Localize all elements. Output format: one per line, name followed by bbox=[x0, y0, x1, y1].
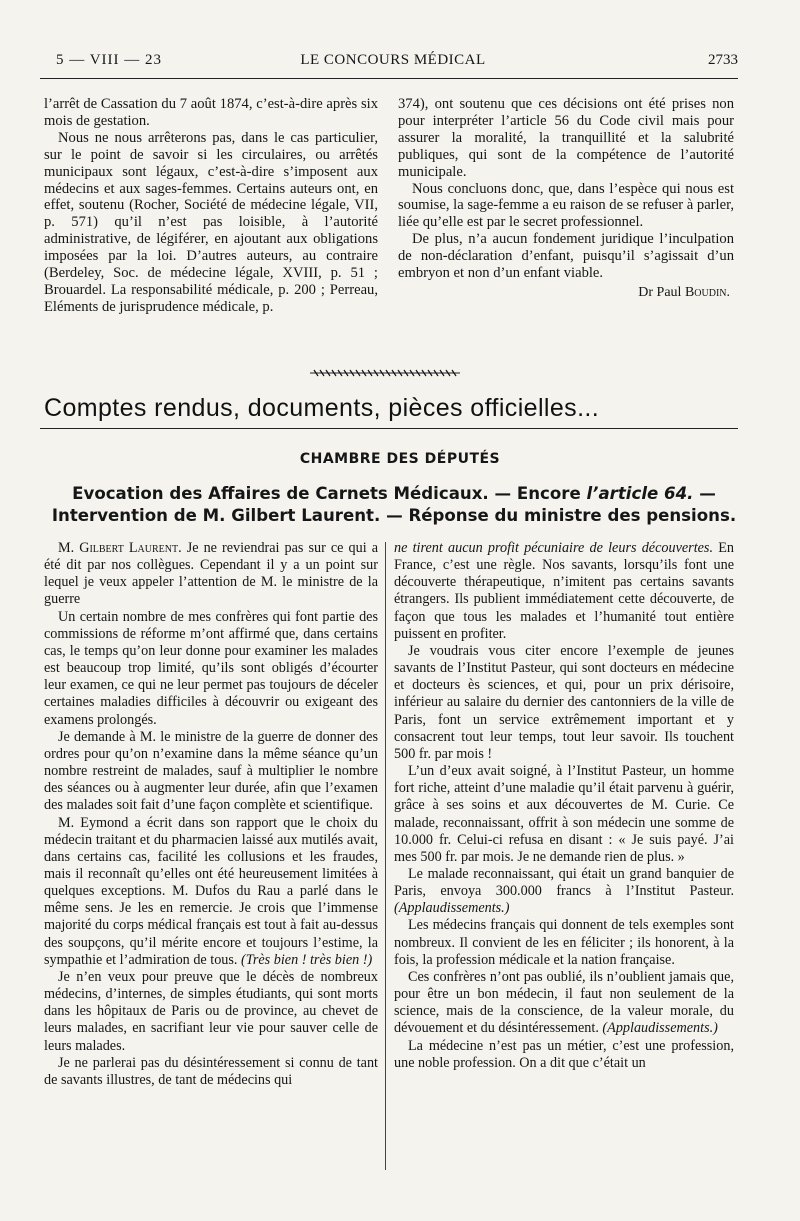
section-title: Comptes rendus, documents, pièces officielles... bbox=[44, 394, 600, 422]
signature bbox=[398, 285, 734, 302]
article-title-part-2: l’article 64. bbox=[586, 484, 694, 503]
paragraph bbox=[394, 969, 734, 1038]
paragraph: Les médecins français qui donnent de tels exemples sont nombreux. Il convient de les en féliciter ; ils honorent, à la fois, la profession médicale et la nation française. bbox=[394, 917, 734, 968]
page-header bbox=[48, 48, 738, 74]
speech-column-2 bbox=[394, 540, 734, 1072]
speaker-name: M. Gilbert Laurent. bbox=[58, 540, 182, 556]
column-divider bbox=[385, 542, 386, 1170]
paragraph: Je n’en veux pour preuve que le décès de nombreux médecins, d’internes, de simples étudiants, qui sont morts dans les hôpitaux de Paris ou de province, au chevet de leurs malades, en sacrifiant leur vie pour sauver celle de leurs malades. bbox=[44, 968, 378, 1054]
prev-article-column-2 bbox=[398, 96, 734, 302]
separator-ornament-icon bbox=[310, 369, 460, 377]
paragraph: L’un d’eux avait soigné, à l’Institut Pasteur, un homme fort riche, atteint d’une maladie qu’il était parvenu à guérir, grâce à ses soins et aux découvertes de M. Curie. Ce malade, reconnaissant, offrit à son médecin une somme de 10.000 fr. Celui-ci refusa en disant : « Je suis payé. J’ai mes 500 fr. par mois. Je ne demande rien de plus. » bbox=[394, 763, 734, 865]
paragraph: De plus, n’a aucun fondement juridique l’inculpation de non-déclaration d’enfant, puisqu’il s’agissait d’un embryon et non d’un enfant viable. bbox=[398, 231, 734, 282]
emphasis-text: ne tirent aucun profit pécuniaire de leurs découvertes. bbox=[394, 540, 714, 556]
page-number: 2733 bbox=[708, 52, 738, 68]
paragraph: Je demande à M. le ministre de la guerre de donner des ordres pour qu’on n’examine dans la même séance qu’un nombre restreint de malades, sauf à multiplier le nombre des séances ou à augmenter leur durée, afin que l’examen des malades soit fait d’une façon complète et scientifique. bbox=[44, 728, 378, 814]
paragraph bbox=[44, 815, 378, 969]
paragraph-text: Ces confrères n’ont pas oublié, ils n’oublient jamais que, pour être un bon médecin, il faut non seulement de la science, mais de la conscience, de la valeur morale, du dévouement et du désintéressement. bbox=[394, 968, 734, 1037]
paragraph-text: Je ne reviendrai pas sur ce qui a été dit par nos collègues. Cependant il y a un point sur lequel je veux appeler l’attention de M. le ministre de la guerre bbox=[44, 540, 378, 608]
issue-date: 5 — VIII — 23 bbox=[56, 52, 163, 68]
speech-column-1 bbox=[44, 540, 378, 1089]
signature-prefix: Dr Paul bbox=[638, 284, 682, 300]
paragraph-text: En France, c’est une règle. Nos savants, lorsqu’ils font une découverte thérapeutique, n’imitent pas certains savants étrangers. Ils publient immédiatement cette découverte, de façon que tous les malades et l’humanité tout entière puissent en profiter. bbox=[394, 540, 734, 642]
paragraph: 374), ont soutenu que ces décisions ont été prises non pour interpréter l’article 56 du Code civil mais pour assurer la moralité, la tranquillité et la salubrité publiques, qui sont de la compétence de l’autorité municipale. bbox=[398, 96, 734, 180]
paragraph: Nous ne nous arrêterons pas, dans le cas particulier, sur le point de savoir si les circulaires, ou arrêtés municipaux sont légaux, c’est-à-dire s’imposent aux médecins et aux sages-femmes. Certains auteurs ont, en effet, soutenu (Rocher, Société de médecine légale, VII, p. 571) qu’il n’est pas loisible, à l’autorité administrative, de légiférer, en ajoutant aux obligations imposées par la loi. D’autres auteurs, au contraire (Berdeley, Soc. de médecine légale, XVIII, p. 51 ; Brouardel. La responsabilité médicale, p. 200 ; Perreau, Eléments de jurisprudence médicale, p. bbox=[44, 129, 378, 315]
paragraph: Un certain nombre de mes confrères qui font partie des commissions de réforme m’ont affirmé que, dans certains cas, le temps qu’on leur donne pour examiner les malades est beaucoup trop limité, qu’ils sont obligés d’écourter leur examen, ce qui ne leur permet pas toujours de déceler certaines maladies difficiles à découvrir ou exigeant des examens prolongés. bbox=[44, 608, 378, 728]
paragraph: Je voudrais vous citer encore l’exemple de jeunes savants de l’Institut Pasteur, qui sont docteurs en médecine et docteurs ès sciences, et qui, pour un prix dérisoire, inférieur au salaire du dernier des cantonniers de la ville de Paris, font un service extrêmement important et y consacrent tout leur temps, tout leur savoir. Ils touchent 500 fr. par mois ! bbox=[394, 642, 734, 762]
paragraph: La médecine n’est pas un métier, c’est une profession, une noble profession. On a dit que c’était un bbox=[394, 1037, 734, 1071]
paragraph: Je ne parlerai pas du désintéressement si connu de tant de savants illustres, de tant de médecins qui bbox=[44, 1054, 378, 1088]
paragraph bbox=[394, 540, 734, 643]
paragraph bbox=[394, 866, 734, 917]
journal-title: LE CONCOURS MÉDICAL bbox=[300, 52, 486, 68]
prev-article-column-1 bbox=[44, 96, 378, 316]
paragraph-text: Le malade reconnaissant, qui était un grand banquier de Paris, envoya 300.000 francs à l’Institut Pasteur. bbox=[394, 865, 734, 900]
article-title-part-3: — Intervention de M. Gilbert Laurent. — Réponse du ministre des pensions. bbox=[51, 484, 737, 525]
applause-note: (Applaudissements.) bbox=[602, 1020, 718, 1037]
article-title bbox=[44, 483, 744, 527]
header-rule bbox=[40, 78, 738, 79]
signature-name: Boudin. bbox=[684, 284, 730, 300]
paragraph bbox=[44, 540, 378, 609]
article-title-part-1: Evocation des Affaires de Carnets Médicaux. — Encore bbox=[72, 484, 581, 503]
applause-note: (Applaudissements.) bbox=[394, 900, 510, 917]
chamber-heading: CHAMBRE DES DÉPUTÉS bbox=[299, 451, 501, 467]
paragraph: l’arrêt de Cassation du 7 août 1874, c’est-à-dire après six mois de gestation. bbox=[44, 96, 378, 129]
section-rule bbox=[40, 428, 738, 429]
paragraph-text: M. Eymond a écrit dans son rapport que le choix du médecin traitant et du pharmacien laissé aux mutilés avait, dans certains cas, facilité les collusions et les fraudes, mais il reconnaît qu’elles ont été heureusement limitées à quelques exceptions. M. Dufos du Rau a parlé dans le même sens. Je les en remercie. Je crois que l’immense majorité du corps médical français est tout à fait au-dessus des soupçons, qu’il mérite encore et toujours l’estime, la sympathie et l’admiration de tous. bbox=[44, 814, 378, 968]
paragraph: Nous concluons donc, que, dans l’espèce qui nous est soumise, la sage-femme a eu raison de se refuser à parler, liée qu’elle est par le secret professionnel. bbox=[398, 180, 734, 231]
applause-note: (Très bien ! très bien !) bbox=[241, 951, 373, 968]
